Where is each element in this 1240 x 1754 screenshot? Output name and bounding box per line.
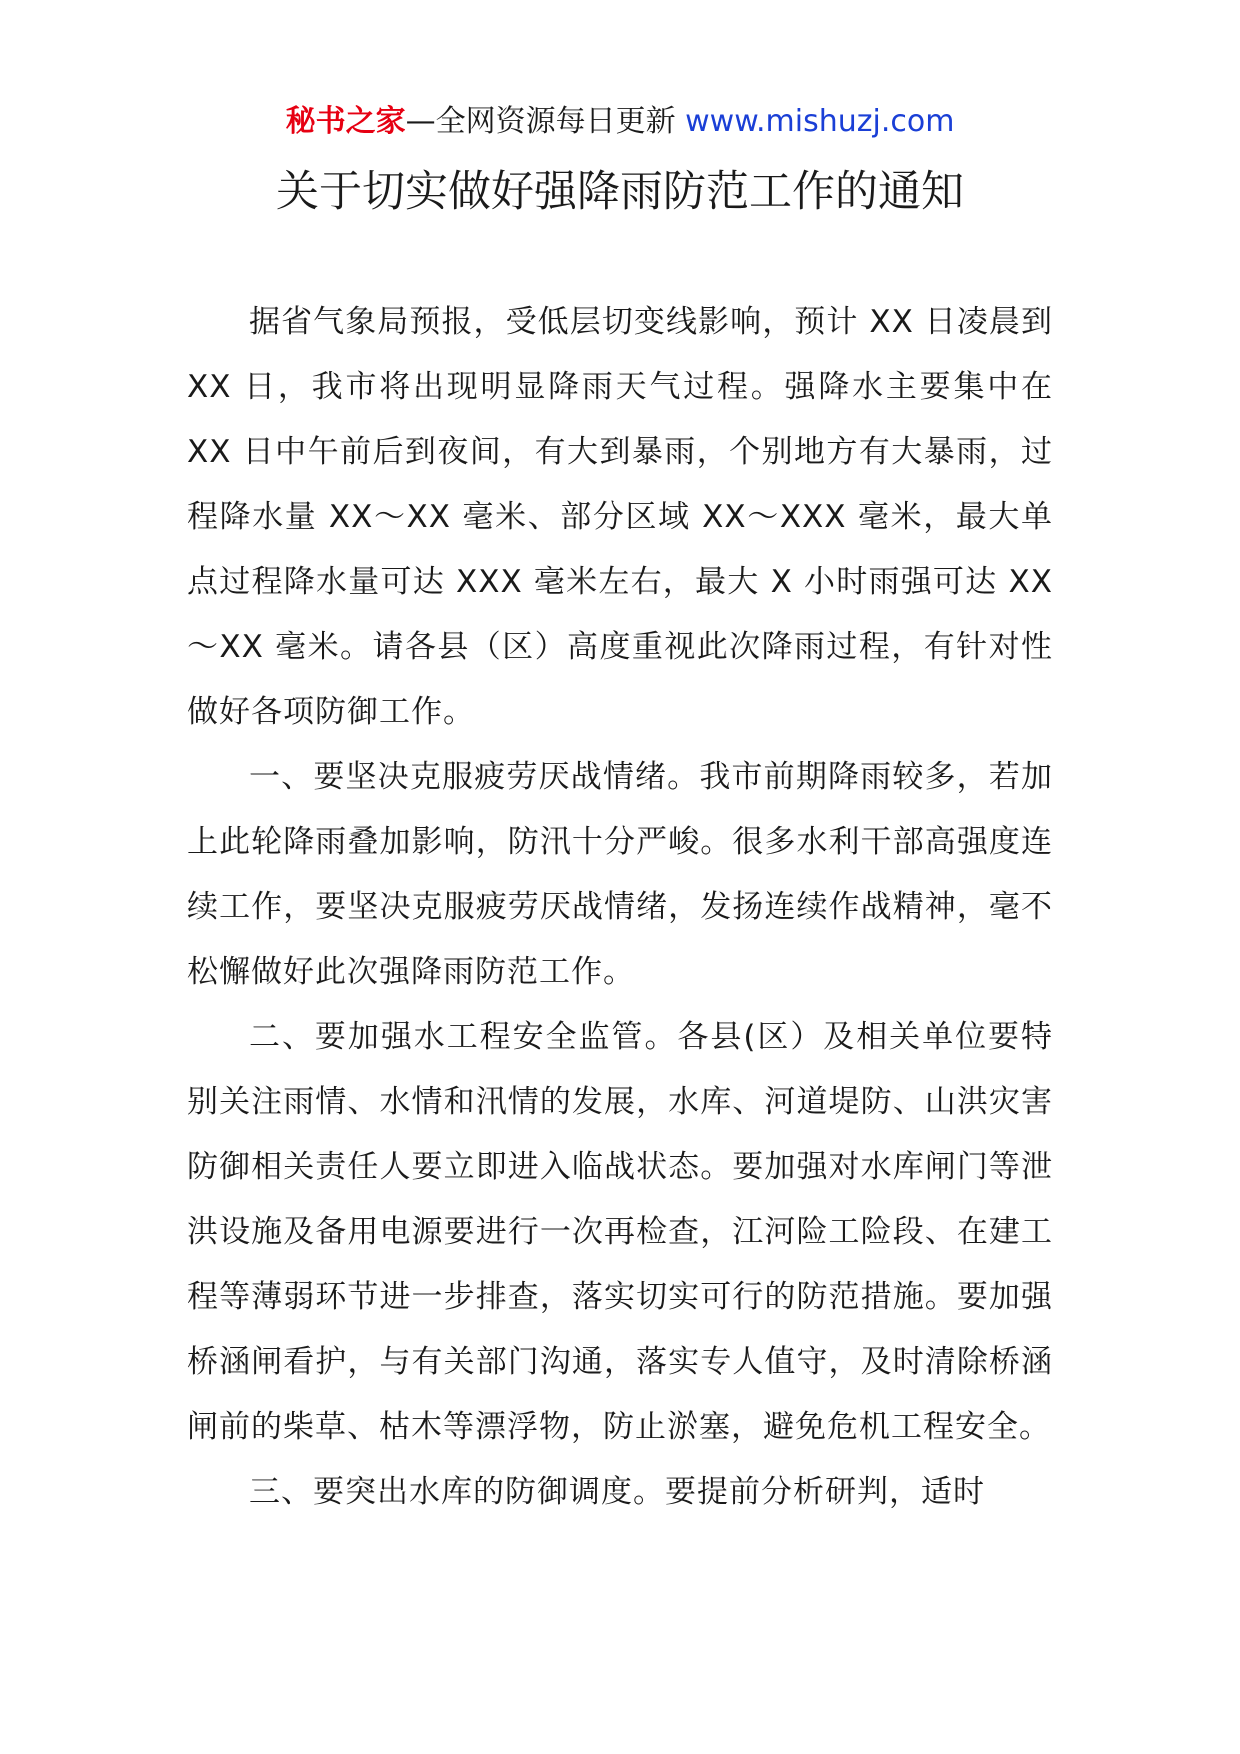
paragraph-section-3: 三、要突出水库的防御调度。要提前分析研判，适时 — [249, 1474, 985, 1510]
document-title: 关于切实做好强降雨防范工作的通知 — [276, 167, 964, 217]
paragraph-section-1: 一、要坚决克服疲劳厌战情绪。我市前期降雨较多，若加上此轮降雨叠加影响，防汛十分严峻。很多水利干部高强度连续工作，要坚决克服疲劳厌战情绪，发扬连续作战精神，毫不松懈做好此次强降雨防范工作。 — [187, 759, 1053, 990]
document-body — [187, 290, 1053, 1525]
site-tagline: —全网资源每日更新 — [405, 104, 686, 139]
site-brand: 秘书之家 — [285, 104, 406, 139]
paragraph-intro: 据省气象局预报，受低层切变线影响，预计 XX 日凌晨到 XX 日，我市将出现明显降雨天气过程。强降水主要集中在 XX 日中午前后到夜间，有大到暴雨，个别地方有大暴雨，过程降水量 XX～XX 毫米、部分区域 XX～XXX 毫米，最大单点过程降水量可达 XXX 毫米左右，最大 X 小时雨强可达 XX～XX 毫米。请各县（区）高度重视此次降雨过程，有针对性做好各项防御工作。 — [187, 304, 1053, 730]
paragraph-section-2: 二、要加强水工程安全监管。各县(区）及相关单位要特别关注雨情、水情和汛情的发展，水库、河道堤防、山洪灾害防御相关责任人要立即进入临战状态。要加强对水库闸门等泄洪设施及备用电源要进行一次再检查，江河险工险段、在建工程等薄弱环节进一步排查，落实切实可行的防范措施。要加强桥涵闸看护，与有关部门沟通，落实专人值守，及时清除桥涵闸前的柴草、枯木等漂浮物，防止淤塞，避免危机工程安全。 — [187, 1019, 1053, 1445]
site-url-link[interactable]: www.mishuzj.com — [685, 104, 955, 139]
site-banner — [0, 100, 1240, 144]
